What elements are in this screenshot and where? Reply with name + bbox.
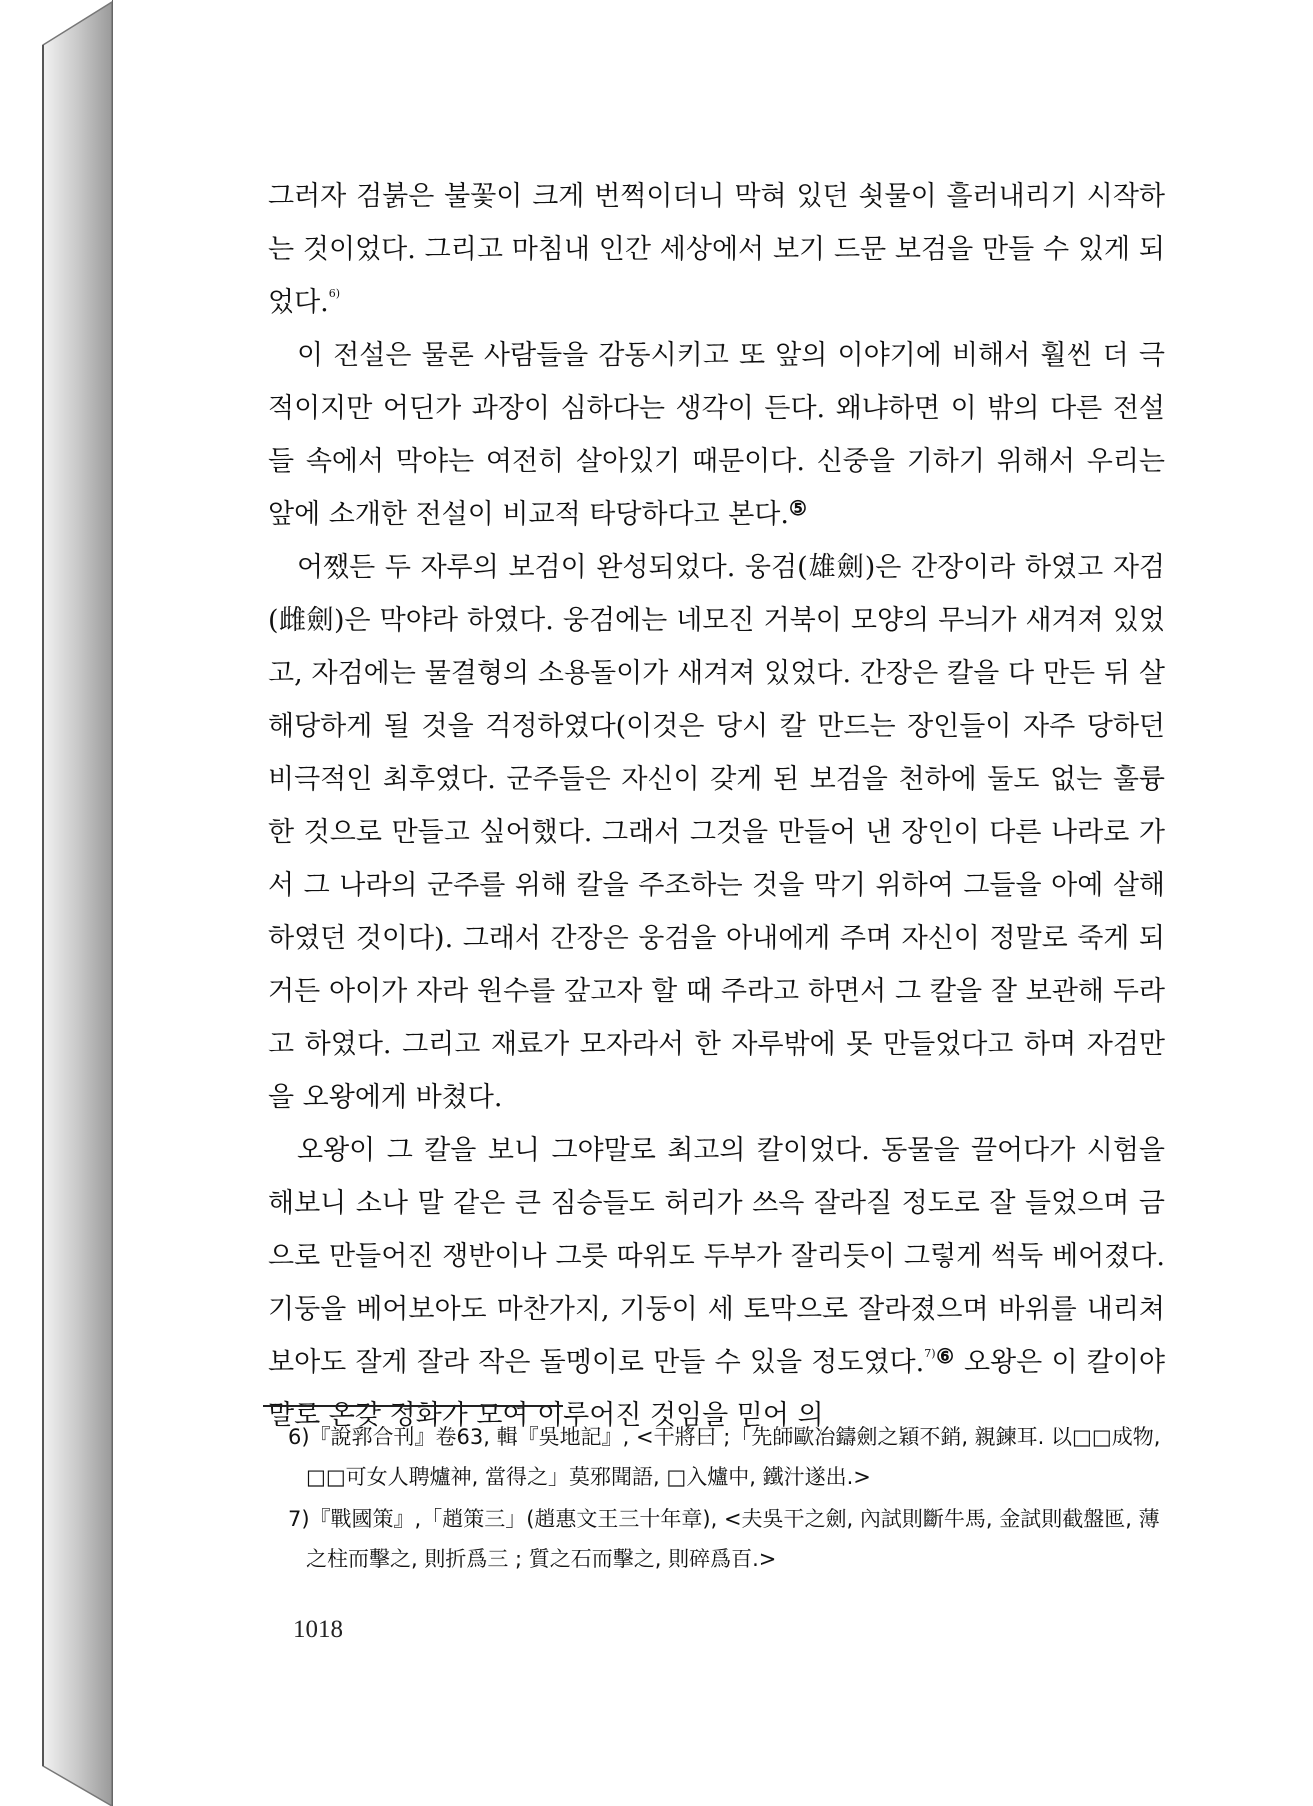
footnote-ref-7: 7) [924, 1347, 936, 1360]
circled-note-marker: ⑤ [788, 496, 807, 520]
paragraph-1 [268, 170, 1165, 329]
footnote-7: 7)『戰國策』,「趙策三」(趙惠文王三十年章), <夫吳干之劍, 內試則斷牛馬, 金試則截盤匜, 薄之柱而擊之, 則折爲三 ; 質之石而擊之, 則碎爲百.> [288, 1507, 1160, 1571]
paragraph-text: 오왕은 이 칼이야말로 온갖 정화가 모여 이루어진 것임을 믿어 의 [268, 1347, 1166, 1431]
page-number: 1018 [293, 1616, 343, 1643]
body-text [268, 170, 1165, 1442]
paragraph-text: 오왕이 그 칼을 보니 그야말로 최고의 칼이었다. 동물을 끌어다가 시험을 해보니 소나 말 같은 큰 짐승들도 허리가 쓰윽 잘라질 정도로 잘 들었으며 금으로 만들어진 쟁반이나 그릇 따위도 두부가 잘리듯이 그렇게 썩둑 베어졌다. 기둥을 베어보아도 마찬가지, 기둥이 세 토막으로 잘라졌으며 바위를 내리쳐 보아도 잘게 잘라 작은 돌멩이로 만들 수 있을 정도였다. [268, 1135, 1165, 1378]
footnote-6: 6)『說郛合刊』卷63, 輯『吳地記』, <干將曰 ;「先師歐冶鑄劍之穎不銷, 親鍊耳. 以□□成物, □□可女人聘爐神, 當得之」莫邪聞語, □入爐中, 鐵汁遂出.> [288, 1425, 1161, 1489]
paragraph-3 [268, 541, 1165, 1124]
footnote-divider [263, 1405, 563, 1407]
paragraph-text: 이 전설은 물론 사람들을 감동시키고 또 앞의 이야기에 비해서 훨씬 더 극적이지만 어딘가 과장이 심하다는 생각이 든다. 왜냐하면 이 밖의 다른 전설들 속에서 막야는 여전히 살아있기 때문이다. 신중을 기하기 위해서 우리는 앞에 소개한 전설이 비교적 타당하다고 본다. [268, 340, 1165, 530]
circled-note-marker: ⑥ [935, 1344, 955, 1368]
paragraph-text: 그러자 검붉은 불꽃이 크게 번쩍이더니 막혀 있던 쇳물이 흘러내리기 시작하는 것이었다. 그리고 마침내 인간 세상에서 보기 드문 보검을 만들 수 있게 되었다. [268, 181, 1165, 318]
paragraph-text: 어쨌든 두 자루의 보검이 완성되었다. 웅검(雄劍)은 간장이라 하였고 자검(雌劍)은 막야라 하였다. 웅검에는 네모진 거북이 모양의 무늬가 새겨져 있었고, 자검에는 물결형의 소용돌이가 새겨져 있었다. 간장은 칼을 다 만든 뒤 살해당하게 될 것을 걱정하였다(이것은 당시 칼 만드는 장인들이 자주 당하던 비극적인 최후였다. 군주들은 자신이 갖게 된 보검을 천하에 둘도 없는 훌륭한 것으로 만들고 싶어했다. 그래서 그것을 만들어 낸 장인이 다른 나라로 가서 그 나라의 군주를 위해 칼을 주조하는 것을 막기 위하여 그들을 아예 살해하였던 것이다). 그래서 간장은 웅검을 아내에게 주며 자신이 정말로 죽게 되거든 아이가 자라 원수를 갚고자 할 때 주라고 하면서 그 칼을 잘 보관해 두라고 하였다. 그리고 재료가 모자라서 한 자루밖에 못 만들었다고 하며 자검만을 오왕에게 바쳤다. [268, 552, 1165, 1113]
paragraph-2 [268, 329, 1165, 541]
footnotes [288, 1417, 1168, 1581]
footnote-ref-6: 6) [328, 287, 341, 300]
paragraph-4 [268, 1124, 1165, 1442]
